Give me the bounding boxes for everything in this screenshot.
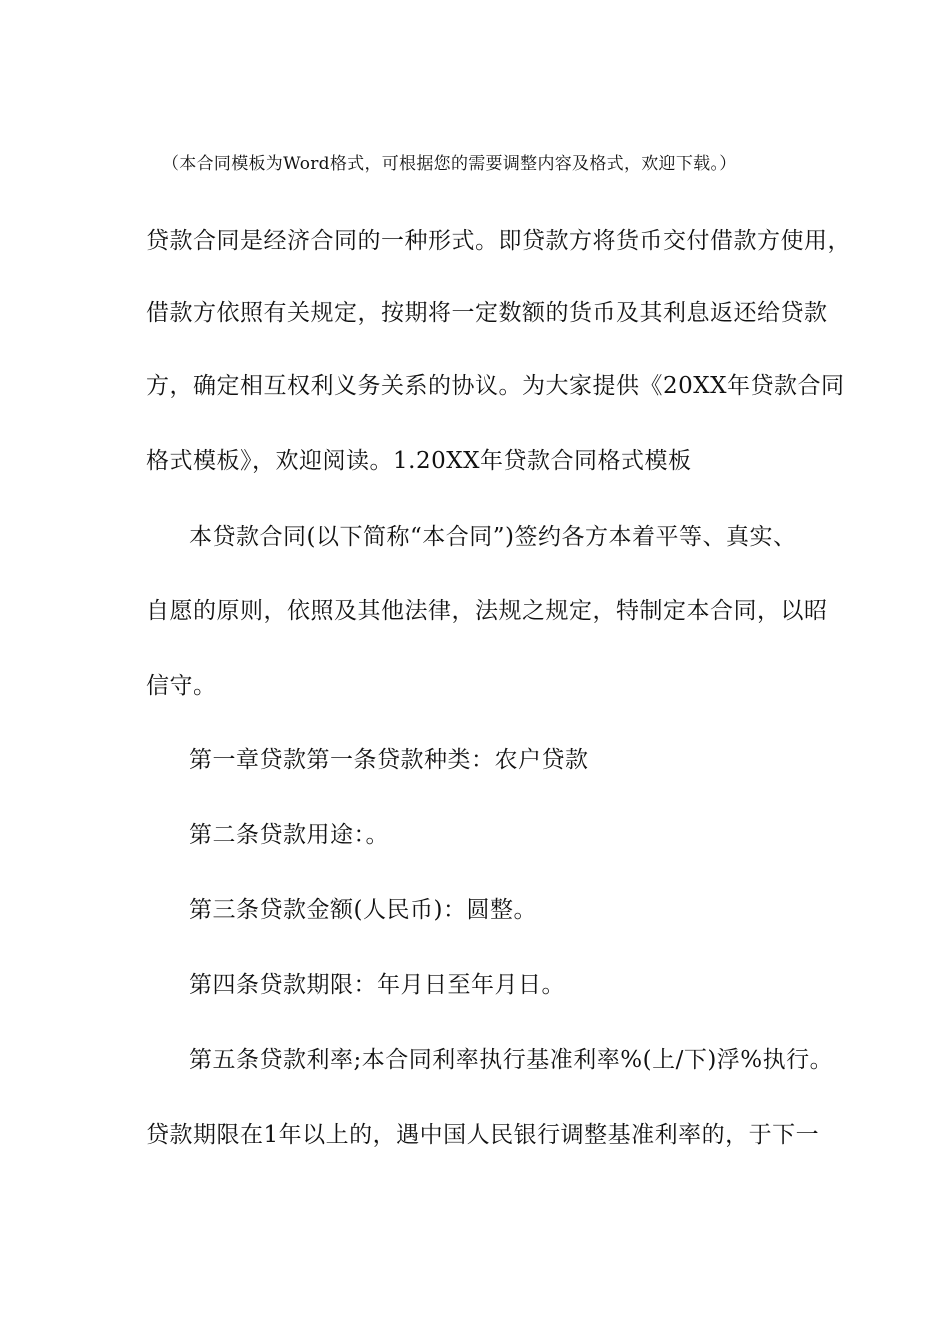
article-line: 第二条贷款用途：。 <box>189 822 389 848</box>
paragraph-line: 格式模板》，欢迎阅读。1.20XX年贷款合同格式模板 <box>146 448 692 474</box>
article-line: 第一章贷款第一条贷款种类：农户贷款 <box>189 747 589 773</box>
paragraph-line: 贷款期限在1年以上的，遇中国人民银行调整基准利率的，于下一 <box>146 1122 820 1148</box>
paragraph-line: 贷款合同是经济合同的一种形式。即贷款方将货币交付借款方使用， <box>146 228 851 254</box>
paragraph-line: 借款方依照有关规定，按期将一定数额的货币及其利息返还给贷款 <box>146 300 828 326</box>
paragraph-line: 本贷款合同(以下简称“本合同”)签约各方本着平等、真实、 <box>189 524 797 550</box>
paragraph-line: 自愿的原则，依照及其他法律，法规之规定，特制定本合同，以昭 <box>146 598 828 624</box>
paragraph-line: 信守。 <box>146 673 217 699</box>
article-line: 第四条贷款期限：年月日至年月日。 <box>189 972 565 998</box>
article-line: 第三条贷款金额(人民币)：圆整。 <box>189 897 537 923</box>
article-line: 第五条贷款利率;本合同利率执行基准利率%(上/下)浮%执行。 <box>189 1047 834 1073</box>
template-note: （本合同模板为Word格式，可根据您的需要调整内容及格式，欢迎下载。） <box>162 154 737 174</box>
paragraph-line: 方，确定相互权利义务关系的协议。为大家提供《20XX年贷款合同 <box>146 373 845 399</box>
